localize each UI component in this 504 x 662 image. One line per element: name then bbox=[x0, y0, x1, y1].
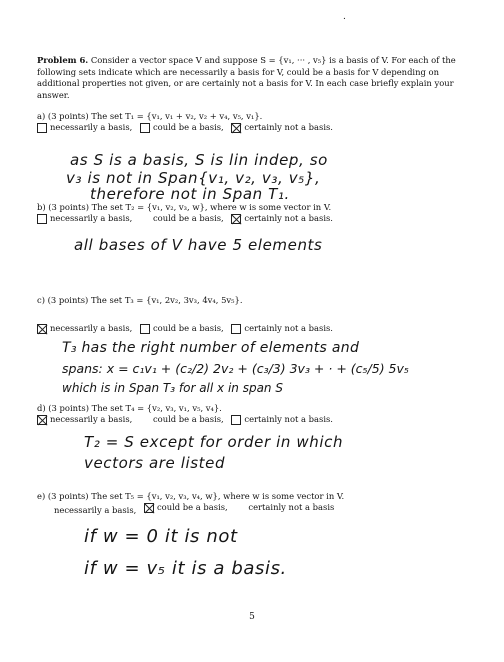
page-number: 5 bbox=[249, 612, 255, 622]
option-necessarily[interactable]: necessarily a basis, bbox=[37, 323, 132, 334]
checkbox-checked[interactable] bbox=[231, 214, 241, 224]
part-b-options bbox=[37, 213, 477, 227]
option-could[interactable]: could be a basis, bbox=[144, 502, 228, 513]
problem-text: Consider a vector space V and suppose S = {v₁, ··· , v₅} is a basis of V. For each of the following sets indicate which are necessarily a basis for V, could be a basis for V depending on additional properties not given, or are certainly not a basis for V. In each case briefly explain your answer. bbox=[37, 55, 456, 100]
checkbox-checked[interactable] bbox=[231, 123, 241, 133]
handwritten-answer-a-line3: therefore not in Span T₁. bbox=[90, 185, 290, 203]
option-could[interactable]: could be a basis, bbox=[140, 213, 224, 224]
checkbox[interactable] bbox=[140, 123, 150, 133]
part-d-options bbox=[37, 414, 477, 428]
checkbox[interactable] bbox=[140, 415, 150, 425]
option-necessarily[interactable]: necessarily a basis, bbox=[37, 213, 132, 224]
checkbox[interactable] bbox=[37, 214, 47, 224]
part-c-label-block bbox=[37, 295, 477, 306]
option-certainly-not[interactable]: certainly not a basis. bbox=[231, 213, 333, 224]
handwritten-answer-e-line2: if w = v₅ it is a basis. bbox=[84, 558, 287, 579]
checkbox[interactable] bbox=[140, 214, 150, 224]
option-could[interactable]: could be a basis, bbox=[140, 323, 224, 334]
header-dot: . bbox=[343, 12, 346, 22]
problem-intro bbox=[37, 55, 469, 101]
handwritten-answer-a-line2: v₃ is not in Span{v₁, v₂, v₃, v₅}, bbox=[66, 169, 321, 187]
checkbox[interactable] bbox=[231, 324, 241, 334]
handwritten-answer-c-line1: T₃ has the right number of elements and bbox=[62, 340, 360, 356]
part-d-label: d) (3 points) The set T₄ = {v₂, v₃, v₁, v₅, v₄}. bbox=[37, 403, 222, 413]
checkbox-checked[interactable] bbox=[37, 415, 47, 425]
part-b bbox=[37, 202, 477, 227]
part-e-options bbox=[37, 502, 477, 516]
option-could[interactable]: could be a basis, bbox=[140, 122, 224, 133]
checkbox[interactable] bbox=[235, 503, 245, 513]
part-c-options bbox=[37, 323, 477, 337]
handwritten-answer-c-line3: which is in Span T₃ for all x in span S bbox=[62, 381, 283, 395]
checkbox-checked[interactable] bbox=[37, 324, 47, 334]
handwritten-answer-d-line1: T₂ = S except for order in which bbox=[84, 433, 344, 451]
part-c-label: c) (3 points) The set T₃ = {v₁, 2v₂, 3v₃, 4v₄, 5v₅}. bbox=[37, 295, 243, 305]
part-e-label: e) (3 points) The set T₅ = {v₁, v₂, v₃, v₄, w}, where w is some vector in V. bbox=[37, 491, 345, 501]
option-certainly-not[interactable]: certainly not a basis. bbox=[231, 414, 333, 425]
checkbox-checked[interactable] bbox=[144, 503, 154, 513]
part-d bbox=[37, 403, 477, 428]
part-a-options bbox=[37, 122, 477, 136]
problem-title: Problem 6. bbox=[37, 55, 89, 65]
handwritten-answer-a-line1: as S is a basis, S is lin indep, so bbox=[70, 151, 328, 169]
option-could[interactable]: could be a basis, bbox=[140, 414, 224, 425]
part-a-label: a) (3 points) The set T₁ = {v₁, v₁ + v₂, v₂ + v₄, v₅, v₁}. bbox=[37, 111, 263, 121]
option-necessarily[interactable]: necessarily a basis, bbox=[54, 504, 137, 515]
part-a bbox=[37, 111, 477, 136]
checkbox[interactable] bbox=[231, 415, 241, 425]
option-necessarily[interactable]: necessarily a basis, bbox=[37, 122, 132, 133]
option-certainly-not[interactable]: certainly not a basis. bbox=[231, 323, 333, 334]
handwritten-answer-c-line2: spans: x = c₁v₁ + (c₂/2) 2v₂ + (c₃/3) 3v₃ + · + (c₅/5) 5v₅ bbox=[62, 361, 409, 376]
option-necessarily[interactable]: necessarily a basis, bbox=[37, 414, 132, 425]
handwritten-answer-e-line1: if w = 0 it is not bbox=[84, 526, 238, 547]
part-e bbox=[37, 491, 477, 516]
checkbox[interactable] bbox=[37, 123, 47, 133]
option-certainly-not[interactable]: certainly not a basis bbox=[235, 502, 334, 513]
checkbox[interactable] bbox=[140, 324, 150, 334]
handwritten-answer-b: all bases of V have 5 elements bbox=[74, 236, 323, 254]
handwritten-answer-d-line2: vectors are listed bbox=[84, 454, 226, 472]
option-certainly-not[interactable]: certainly not a basis. bbox=[231, 122, 333, 133]
part-b-label: b) (3 points) The set T₂ = {v₁, v₂, v₃, w}, where w is some vector in V. bbox=[37, 202, 332, 212]
part-c bbox=[37, 323, 477, 337]
